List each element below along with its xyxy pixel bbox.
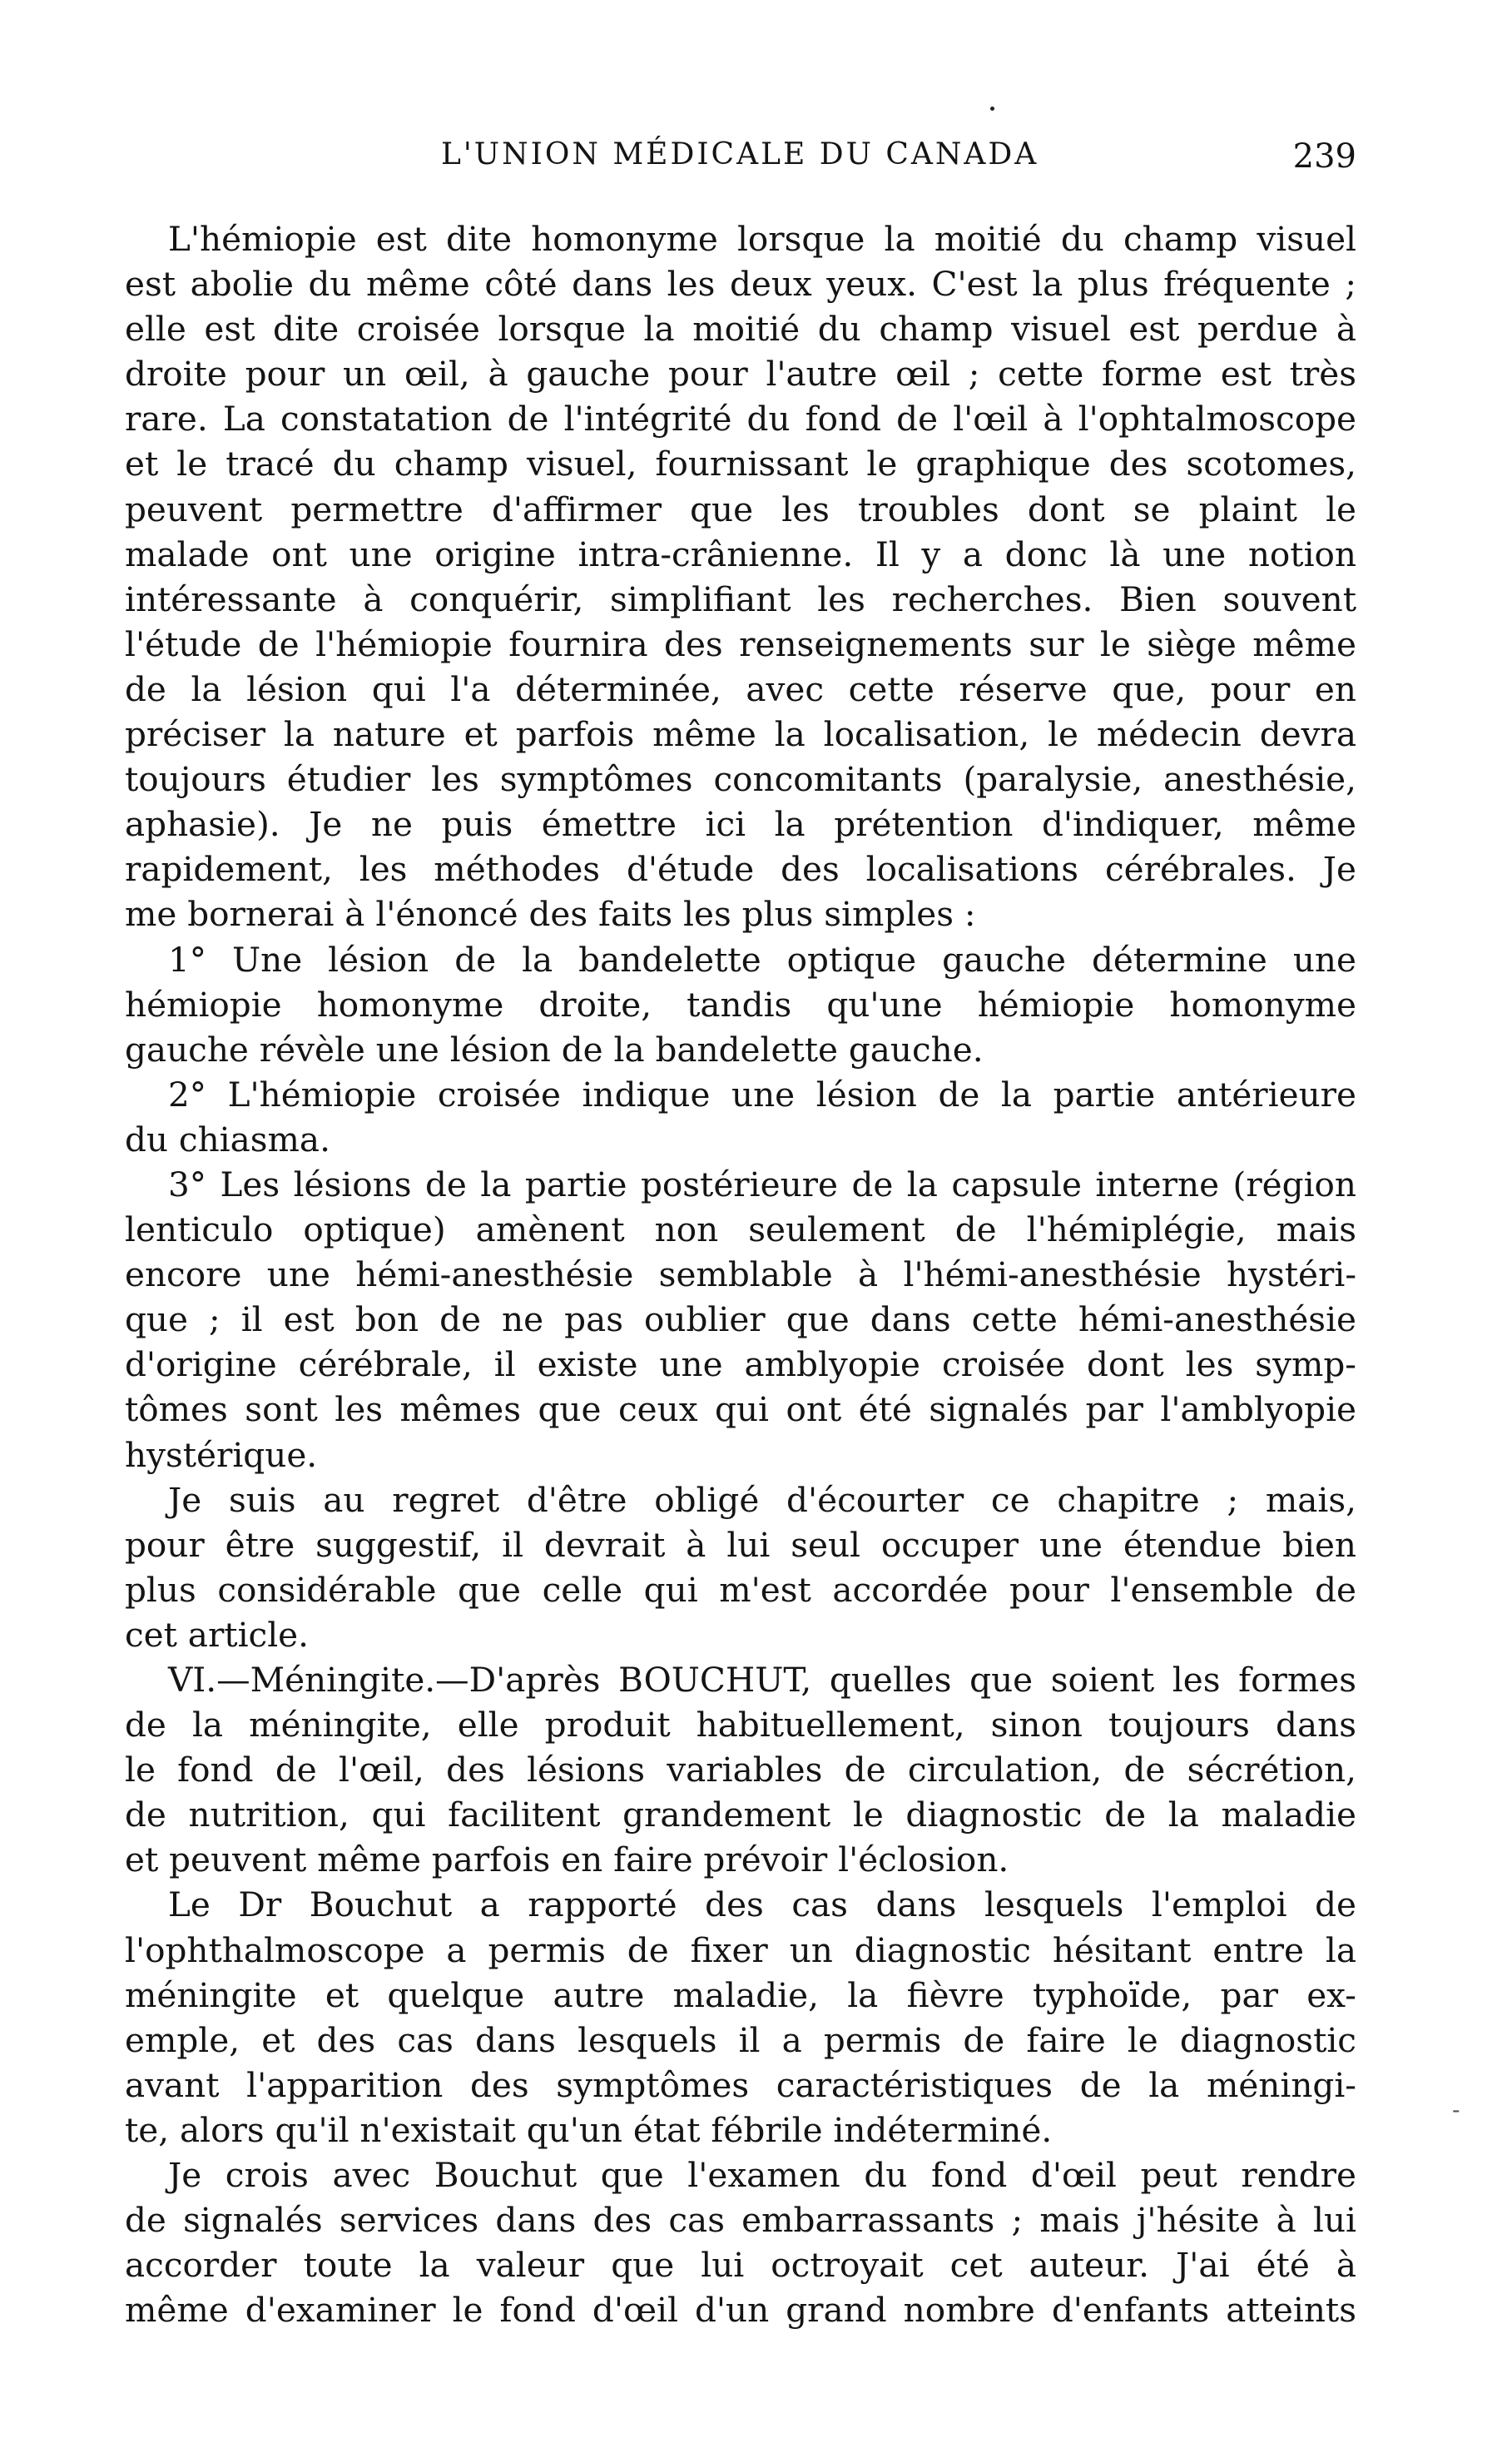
text-line: rapidement, les méthodes d'étude des localisations cérébrales. Je	[125, 849, 1356, 890]
text-line: hémiopie homonyme droite, tandis qu'une hémiopie homonyme	[125, 984, 1356, 1025]
text-line: tômes sont les mêmes que ceux qui ont été signalés par l'amblyopie	[125, 1389, 1356, 1430]
text-line: intéressante à conquérir, simplifiant les recherches. Bien souvent	[125, 578, 1356, 619]
running-head: L'UNION MÉDICALE DU CANADA	[441, 137, 1039, 171]
ink-speck	[990, 107, 994, 111]
text-line: de signalés services dans des cas embarrassants ; mais j'hésite à lui	[125, 2200, 1356, 2241]
text-line: peuvent permettre d'affirmer que les troubles dont se plaint le	[125, 489, 1356, 529]
text-line: méningite et quelque autre maladie, la fièvre typhoïde, par ex-	[125, 1974, 1356, 2015]
text-line: hystérique.	[125, 1434, 318, 1475]
text-line: lenticulo optique) amènent non seulement de l'hémiplégie, mais	[125, 1209, 1356, 1250]
text-line: et le tracé du champ visuel, fournissant le graphique des scotomes,	[125, 444, 1356, 484]
text-line: L'hémiopie est dite homonyme lorsque la moitié du champ visuel	[168, 219, 1356, 259]
text-line: 1° Une lésion de la bandelette optique gauche détermine une	[168, 939, 1356, 980]
text-line: du chiasma.	[125, 1119, 330, 1159]
text-line: VI.—Méningite.—D'après BOUCHUT, quelles que soient les formes	[168, 1660, 1356, 1700]
text-line: de la méningite, elle produit habituellement, sinon toujours dans	[125, 1705, 1356, 1745]
text-line: 2° L'hémiopie croisée indique une lésion de la partie antérieure	[168, 1074, 1356, 1115]
text-line: rare. La constatation de l'intégrité du fond de l'œil à l'ophtalmoscope	[125, 399, 1356, 439]
text-line: te, alors qu'il n'existait qu'un état fébrile indéterminé.	[125, 2109, 1053, 2150]
text-line: me bornerai à l'énoncé des faits les plus simples :	[125, 894, 976, 935]
text-line: elle est dite croisée lorsque la moitié du champ visuel est perdue à	[125, 309, 1356, 350]
text-line: cet article.	[125, 1614, 310, 1655]
page-number: 239	[1292, 137, 1356, 176]
text-line: plus considérable que celle qui m'est accordée pour l'ensemble de	[125, 1569, 1356, 1610]
text-line: pour être suggestif, il devrait à lui seul occuper une étendue bien	[125, 1524, 1356, 1565]
text-line: encore une hémi-anesthésie semblable à l'hémi-anesthésie hystéri-	[125, 1254, 1356, 1295]
text-line: gauche révèle une lésion de la bandelette gauche.	[125, 1029, 984, 1070]
text-line: est abolie du même côté dans les deux yeux. C'est la plus fréquente ;	[125, 264, 1356, 305]
text-line: que ; il est bon de ne pas oublier que dans cette hémi-anesthésie	[125, 1299, 1356, 1340]
text-line: de la lésion qui l'a déterminée, avec cette réserve que, pour en	[125, 668, 1356, 709]
margin-mark: -	[1452, 2096, 1460, 2123]
text-line: 3° Les lésions de la partie postérieure de la capsule interne (région	[168, 1164, 1356, 1204]
text-line: accorder toute la valeur que lui octroyait cet auteur. J'ai été à	[125, 2245, 1356, 2286]
text-line: avant l'apparition des symptômes caractéristiques de la méningi-	[125, 2064, 1356, 2105]
text-line: le fond de l'œil, des lésions variables de circulation, de sécrétion,	[125, 1750, 1356, 1790]
text-line: et peuvent même parfois en faire prévoir l'éclosion.	[125, 1840, 1009, 1880]
text-line: même d'examiner le fond d'œil d'un grand nombre d'enfants atteints	[125, 2290, 1356, 2331]
body-text	[125, 216, 1356, 2332]
text-line: Le Dr Bouchut a rapporté des cas dans lesquels l'emploi de	[168, 1884, 1356, 1925]
text-line: droite pour un œil, à gauche pour l'autre œil ; cette forme est très	[125, 354, 1356, 395]
text-line: toujours étudier les symptômes concomitants (paralysie, anesthésie,	[125, 759, 1356, 800]
text-line: emple, et des cas dans lesquels il a permis de faire le diagnostic	[125, 2019, 1356, 2060]
text-line: malade ont une origine intra-crânienne. Il y a donc là une notion	[125, 534, 1356, 574]
page-header	[125, 137, 1356, 187]
text-line: d'origine cérébrale, il existe une amblyopie croisée dont les symp-	[125, 1344, 1356, 1385]
text-line: Je crois avec Bouchut que l'examen du fond d'œil peut rendre	[168, 2155, 1356, 2196]
text-line: Je suis au regret d'être obligé d'écourter ce chapitre ; mais,	[168, 1479, 1356, 1520]
text-line: l'étude de l'hémiopie fournira des renseignements sur le siège même	[125, 623, 1356, 664]
text-line: de nutrition, qui facilitent grandement le diagnostic de la maladie	[125, 1795, 1356, 1835]
text-line: aphasie). Je ne puis émettre ici la prétention d'indiquer, même	[125, 804, 1356, 845]
text-line: l'ophthalmoscope a permis de fixer un diagnostic hésitant entre la	[125, 1929, 1356, 1970]
text-line: préciser la nature et parfois même la localisation, le médecin devra	[125, 714, 1356, 755]
